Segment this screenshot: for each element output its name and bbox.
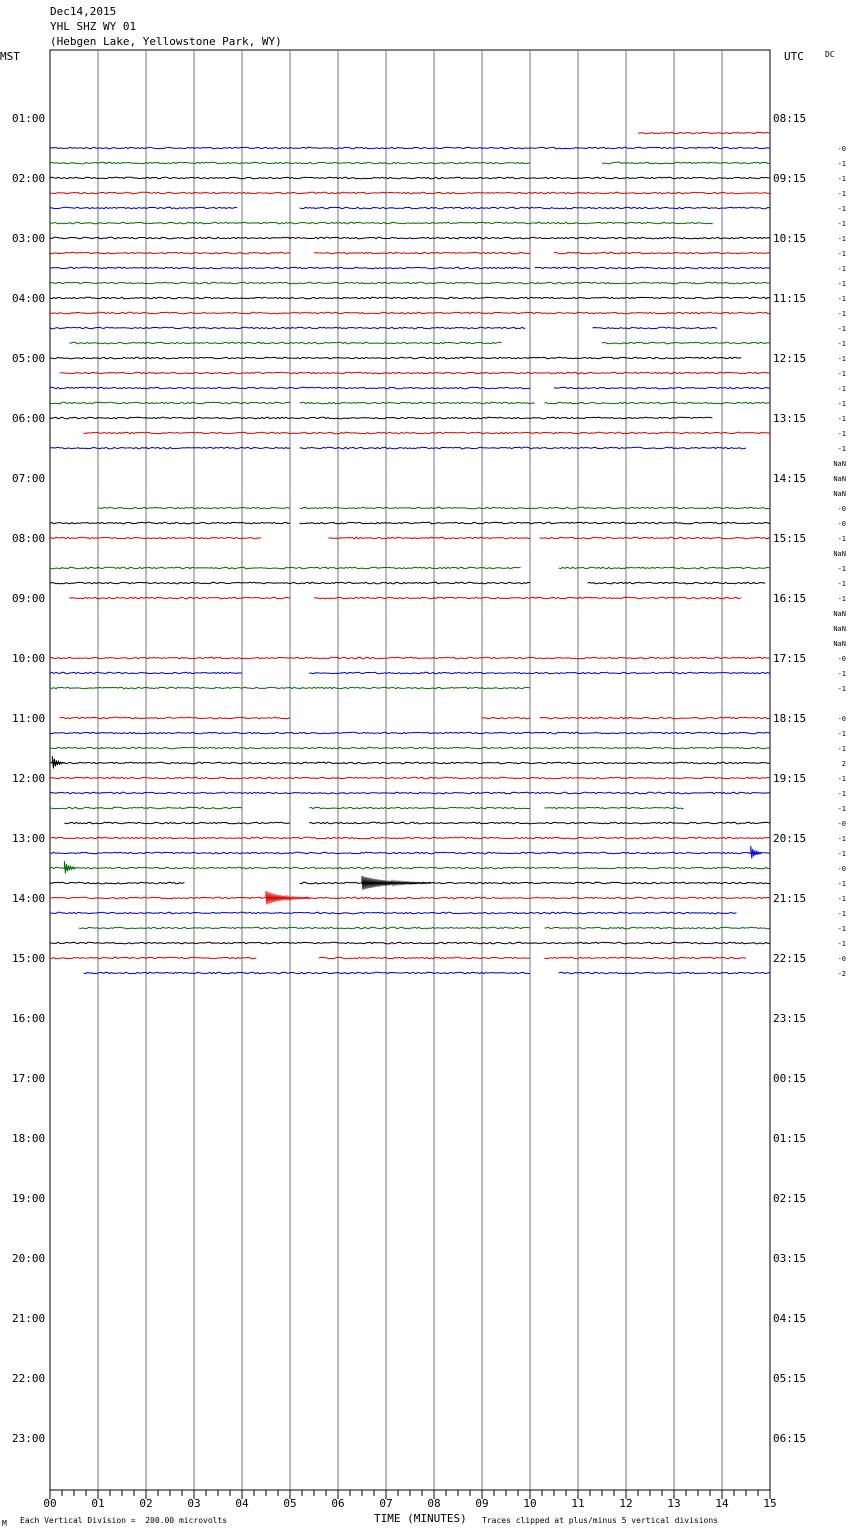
trace-segment xyxy=(50,147,770,149)
hour-label-mst: 16:00 xyxy=(12,1012,46,1025)
hour-label-utc: 01:15 xyxy=(773,1132,807,1145)
trace-segment xyxy=(50,447,290,449)
trace-segment xyxy=(50,402,290,404)
hour-label-mst: 09:00 xyxy=(12,592,46,605)
dc-offset-label: NaN xyxy=(833,460,846,468)
hour-label-utc: 02:15 xyxy=(773,1192,807,1205)
seismic-event xyxy=(64,861,75,874)
hour-label-mst: 10:00 xyxy=(12,652,46,665)
trace-segment xyxy=(314,252,530,254)
x-tick-label: 14 xyxy=(715,1497,729,1510)
seismic-event xyxy=(52,756,63,769)
hour-label-utc: 11:15 xyxy=(773,292,807,305)
dc-offset-label: -1 xyxy=(837,250,846,258)
hour-label-utc: 09:15 xyxy=(773,172,807,185)
trace-segment xyxy=(50,312,770,314)
hour-label-utc: 18:15 xyxy=(773,712,807,725)
trace-segment xyxy=(544,957,746,959)
trace-segment xyxy=(50,732,770,734)
trace-segment xyxy=(482,717,530,719)
hour-label-utc: 04:15 xyxy=(773,1312,807,1325)
hour-label-utc: 03:15 xyxy=(773,1252,807,1265)
x-tick-label: 00 xyxy=(43,1497,57,1510)
trace-segment xyxy=(50,207,237,209)
x-tick-label: 02 xyxy=(139,1497,153,1510)
trace-segment xyxy=(50,357,741,359)
dc-offset-label: -1 xyxy=(837,850,846,858)
trace-segment xyxy=(300,447,746,449)
hour-label-mst: 12:00 xyxy=(12,772,46,785)
hour-label-mst: 18:00 xyxy=(12,1132,46,1145)
trace-segment xyxy=(60,717,290,719)
trace-segment xyxy=(50,837,770,839)
trace-segment xyxy=(559,972,770,974)
dc-offset-label: -1 xyxy=(837,235,846,243)
trace-segment xyxy=(300,207,770,209)
dc-offset-label: 2 xyxy=(841,760,846,768)
hour-label-mst: 17:00 xyxy=(12,1072,46,1085)
dc-offset-label: -1 xyxy=(837,445,846,453)
trace-segment xyxy=(50,537,261,539)
dc-offset-label: NaN xyxy=(833,475,846,483)
trace-segment xyxy=(50,897,290,899)
trace-segment xyxy=(309,672,770,674)
hour-label-utc: 15:15 xyxy=(773,532,807,545)
trace-segment xyxy=(540,717,770,719)
hour-label-utc: 00:15 xyxy=(773,1072,807,1085)
trace-segment xyxy=(50,327,525,329)
seismic-event xyxy=(266,891,310,905)
hour-label-utc: 08:15 xyxy=(773,112,807,125)
hour-label-utc: 23:15 xyxy=(773,1012,807,1025)
trace-segment xyxy=(319,957,530,959)
trace-segment xyxy=(592,327,717,329)
dc-offset-label: -1 xyxy=(837,835,846,843)
trace-segment xyxy=(300,522,770,524)
x-tick-label: 01 xyxy=(91,1497,105,1510)
trace-segment xyxy=(314,597,741,599)
seismic-event xyxy=(751,846,762,859)
hour-label-mst: 08:00 xyxy=(12,532,46,545)
dc-offset-label: -0 xyxy=(837,715,846,723)
dc-offset-label: -0 xyxy=(837,520,846,528)
dc-offset-label: NaN xyxy=(833,610,846,618)
hour-label-mst: 01:00 xyxy=(12,112,46,125)
dc-offset-label: -1 xyxy=(837,400,846,408)
trace-segment xyxy=(309,822,770,824)
dc-offset-label: -1 xyxy=(837,190,846,198)
hour-label-utc: 12:15 xyxy=(773,352,807,365)
footer-mark: M xyxy=(2,1519,7,1528)
trace-segment xyxy=(328,537,530,539)
x-tick-label: 15 xyxy=(763,1497,777,1510)
dc-offset-label: -1 xyxy=(837,430,846,438)
trace-segment xyxy=(50,747,770,749)
trace-segment xyxy=(50,957,256,959)
dc-offset-label: -1 xyxy=(837,730,846,738)
dc-offset-label: -1 xyxy=(837,340,846,348)
dc-offset-label: -1 xyxy=(837,580,846,588)
hour-label-mst: 02:00 xyxy=(12,172,46,185)
x-tick-label: 10 xyxy=(523,1497,537,1510)
trace-segment xyxy=(50,252,290,254)
dc-offset-label: -1 xyxy=(837,310,846,318)
dc-offset-label: -0 xyxy=(837,865,846,873)
x-axis-title: TIME (MINUTES) xyxy=(374,1512,467,1525)
dc-offset-label: -1 xyxy=(837,355,846,363)
trace-segment xyxy=(554,252,770,254)
dc-offset-label: -1 xyxy=(837,565,846,573)
hour-label-mst: 06:00 xyxy=(12,412,46,425)
dc-offset-label: -1 xyxy=(837,895,846,903)
hour-label-mst: 21:00 xyxy=(12,1312,46,1325)
dc-offset-label: -1 xyxy=(837,280,846,288)
right-timezone-label: UTC xyxy=(784,50,804,63)
hour-label-mst: 11:00 xyxy=(12,712,46,725)
trace-segment xyxy=(50,912,736,914)
trace-segment xyxy=(300,897,770,899)
dc-offset-label: NaN xyxy=(833,625,846,633)
dc-offset-label: -1 xyxy=(837,295,846,303)
trace-segment xyxy=(50,777,770,779)
hour-label-mst: 19:00 xyxy=(12,1192,46,1205)
dc-offset-label: -1 xyxy=(837,220,846,228)
dc-offset-label: -0 xyxy=(837,955,846,963)
dc-offset-label: -0 xyxy=(837,505,846,513)
vertical-scale-note: Each Vertical Division = 200.00 microvolts xyxy=(20,1516,228,1525)
trace-segment xyxy=(84,432,770,434)
hour-label-utc: 16:15 xyxy=(773,592,807,605)
dc-offset-label: -1 xyxy=(837,940,846,948)
trace-segment xyxy=(50,882,184,884)
dc-offset-label: -0 xyxy=(837,145,846,153)
dc-offset-header: DC xyxy=(825,50,835,59)
trace-segment xyxy=(50,852,770,854)
dc-offset-label: -1 xyxy=(837,385,846,393)
x-tick-label: 12 xyxy=(619,1497,633,1510)
x-tick-label: 04 xyxy=(235,1497,249,1510)
trace-segment xyxy=(602,342,770,344)
x-tick-label: 13 xyxy=(667,1497,681,1510)
hour-label-utc: 10:15 xyxy=(773,232,807,245)
dc-offset-label: -1 xyxy=(837,925,846,933)
trace-segment xyxy=(84,972,530,974)
hour-label-utc: 14:15 xyxy=(773,472,807,485)
hour-label-mst: 03:00 xyxy=(12,232,46,245)
trace-segment xyxy=(50,867,770,869)
station-id: YHL SHZ WY 01 xyxy=(50,20,137,33)
x-tick-label: 03 xyxy=(187,1497,201,1510)
dc-offset-label: NaN xyxy=(833,550,846,558)
chart-date: Dec14,2015 xyxy=(50,5,117,18)
dc-offset-label: -1 xyxy=(837,175,846,183)
x-tick-label: 07 xyxy=(379,1497,393,1510)
trace-segment xyxy=(50,417,712,419)
trace-segment xyxy=(300,402,535,404)
trace-segment xyxy=(50,657,770,659)
trace-segment xyxy=(69,342,501,344)
dc-offset-label: -1 xyxy=(837,910,846,918)
trace-segment xyxy=(50,282,770,284)
trace-segment xyxy=(535,267,770,269)
left-timezone-label: MST xyxy=(0,50,20,63)
trace-segment xyxy=(50,177,770,179)
dc-offset-label: -1 xyxy=(837,370,846,378)
trace-segment xyxy=(309,807,530,809)
trace-segment xyxy=(50,522,290,524)
trace-segment xyxy=(60,372,770,374)
station-location: (Hebgen Lake, Yellowstone Park, WY) xyxy=(50,35,282,48)
hour-label-utc: 13:15 xyxy=(773,412,807,425)
trace-segment xyxy=(554,387,770,389)
trace-segment xyxy=(50,297,770,299)
hour-label-utc: 19:15 xyxy=(773,772,807,785)
trace-segment xyxy=(50,942,770,944)
hour-label-mst: 15:00 xyxy=(12,952,46,965)
trace-segment xyxy=(50,237,770,239)
dc-offset-label: -1 xyxy=(837,415,846,423)
hour-label-mst: 23:00 xyxy=(12,1432,46,1445)
hour-label-mst: 04:00 xyxy=(12,292,46,305)
dc-offset-label: -1 xyxy=(837,790,846,798)
trace-segment xyxy=(50,192,770,194)
hour-label-utc: 17:15 xyxy=(773,652,807,665)
dc-offset-label: -1 xyxy=(837,805,846,813)
x-tick-label: 09 xyxy=(475,1497,489,1510)
trace-segment xyxy=(638,132,770,134)
trace-segment xyxy=(69,597,290,599)
dc-offset-label: -1 xyxy=(837,880,846,888)
trace-segment xyxy=(300,507,770,509)
dc-offset-label: -1 xyxy=(837,775,846,783)
trace-segment xyxy=(602,162,770,164)
dc-offset-label: NaN xyxy=(833,490,846,498)
hour-label-utc: 06:15 xyxy=(773,1432,807,1445)
trace-segment xyxy=(50,762,770,764)
dc-offset-label: -1 xyxy=(837,325,846,333)
x-tick-label: 05 xyxy=(283,1497,297,1510)
dc-offset-label: -2 xyxy=(837,970,846,978)
hour-label-mst: 05:00 xyxy=(12,352,46,365)
hour-label-utc: 20:15 xyxy=(773,832,807,845)
hour-label-mst: 07:00 xyxy=(12,472,46,485)
dc-offset-label: -1 xyxy=(837,535,846,543)
hour-label-utc: 05:15 xyxy=(773,1372,807,1385)
dc-offset-label: -1 xyxy=(837,745,846,753)
dc-offset-label: -1 xyxy=(837,685,846,693)
clip-note: Traces clipped at plus/minus 5 vertical divisions xyxy=(482,1516,719,1525)
hour-label-utc: 22:15 xyxy=(773,952,807,965)
dc-offset-label: -1 xyxy=(837,265,846,273)
plot-frame xyxy=(50,50,770,1490)
hour-label-mst: 22:00 xyxy=(12,1372,46,1385)
hour-label-mst: 14:00 xyxy=(12,892,46,905)
dc-offset-label: -0 xyxy=(837,655,846,663)
trace-segment xyxy=(588,582,766,584)
x-tick-label: 06 xyxy=(331,1497,345,1510)
dc-offset-label: -1 xyxy=(837,595,846,603)
dc-offset-label: NaN xyxy=(833,640,846,648)
dc-offset-label: -0 xyxy=(837,820,846,828)
dc-offset-label: -1 xyxy=(837,205,846,213)
trace-segment xyxy=(544,807,683,809)
trace-segment xyxy=(540,537,770,539)
x-tick-label: 11 xyxy=(571,1497,585,1510)
seismic-event xyxy=(362,876,431,890)
x-tick-label: 08 xyxy=(427,1497,441,1510)
trace-segment xyxy=(50,222,712,224)
hour-label-mst: 13:00 xyxy=(12,832,46,845)
trace-segment xyxy=(50,567,520,569)
hour-label-utc: 21:15 xyxy=(773,892,807,905)
dc-offset-label: -1 xyxy=(837,670,846,678)
trace-segment xyxy=(50,792,770,794)
dc-offset-label: -1 xyxy=(837,160,846,168)
trace-segment xyxy=(559,567,770,569)
hour-label-mst: 20:00 xyxy=(12,1252,46,1265)
